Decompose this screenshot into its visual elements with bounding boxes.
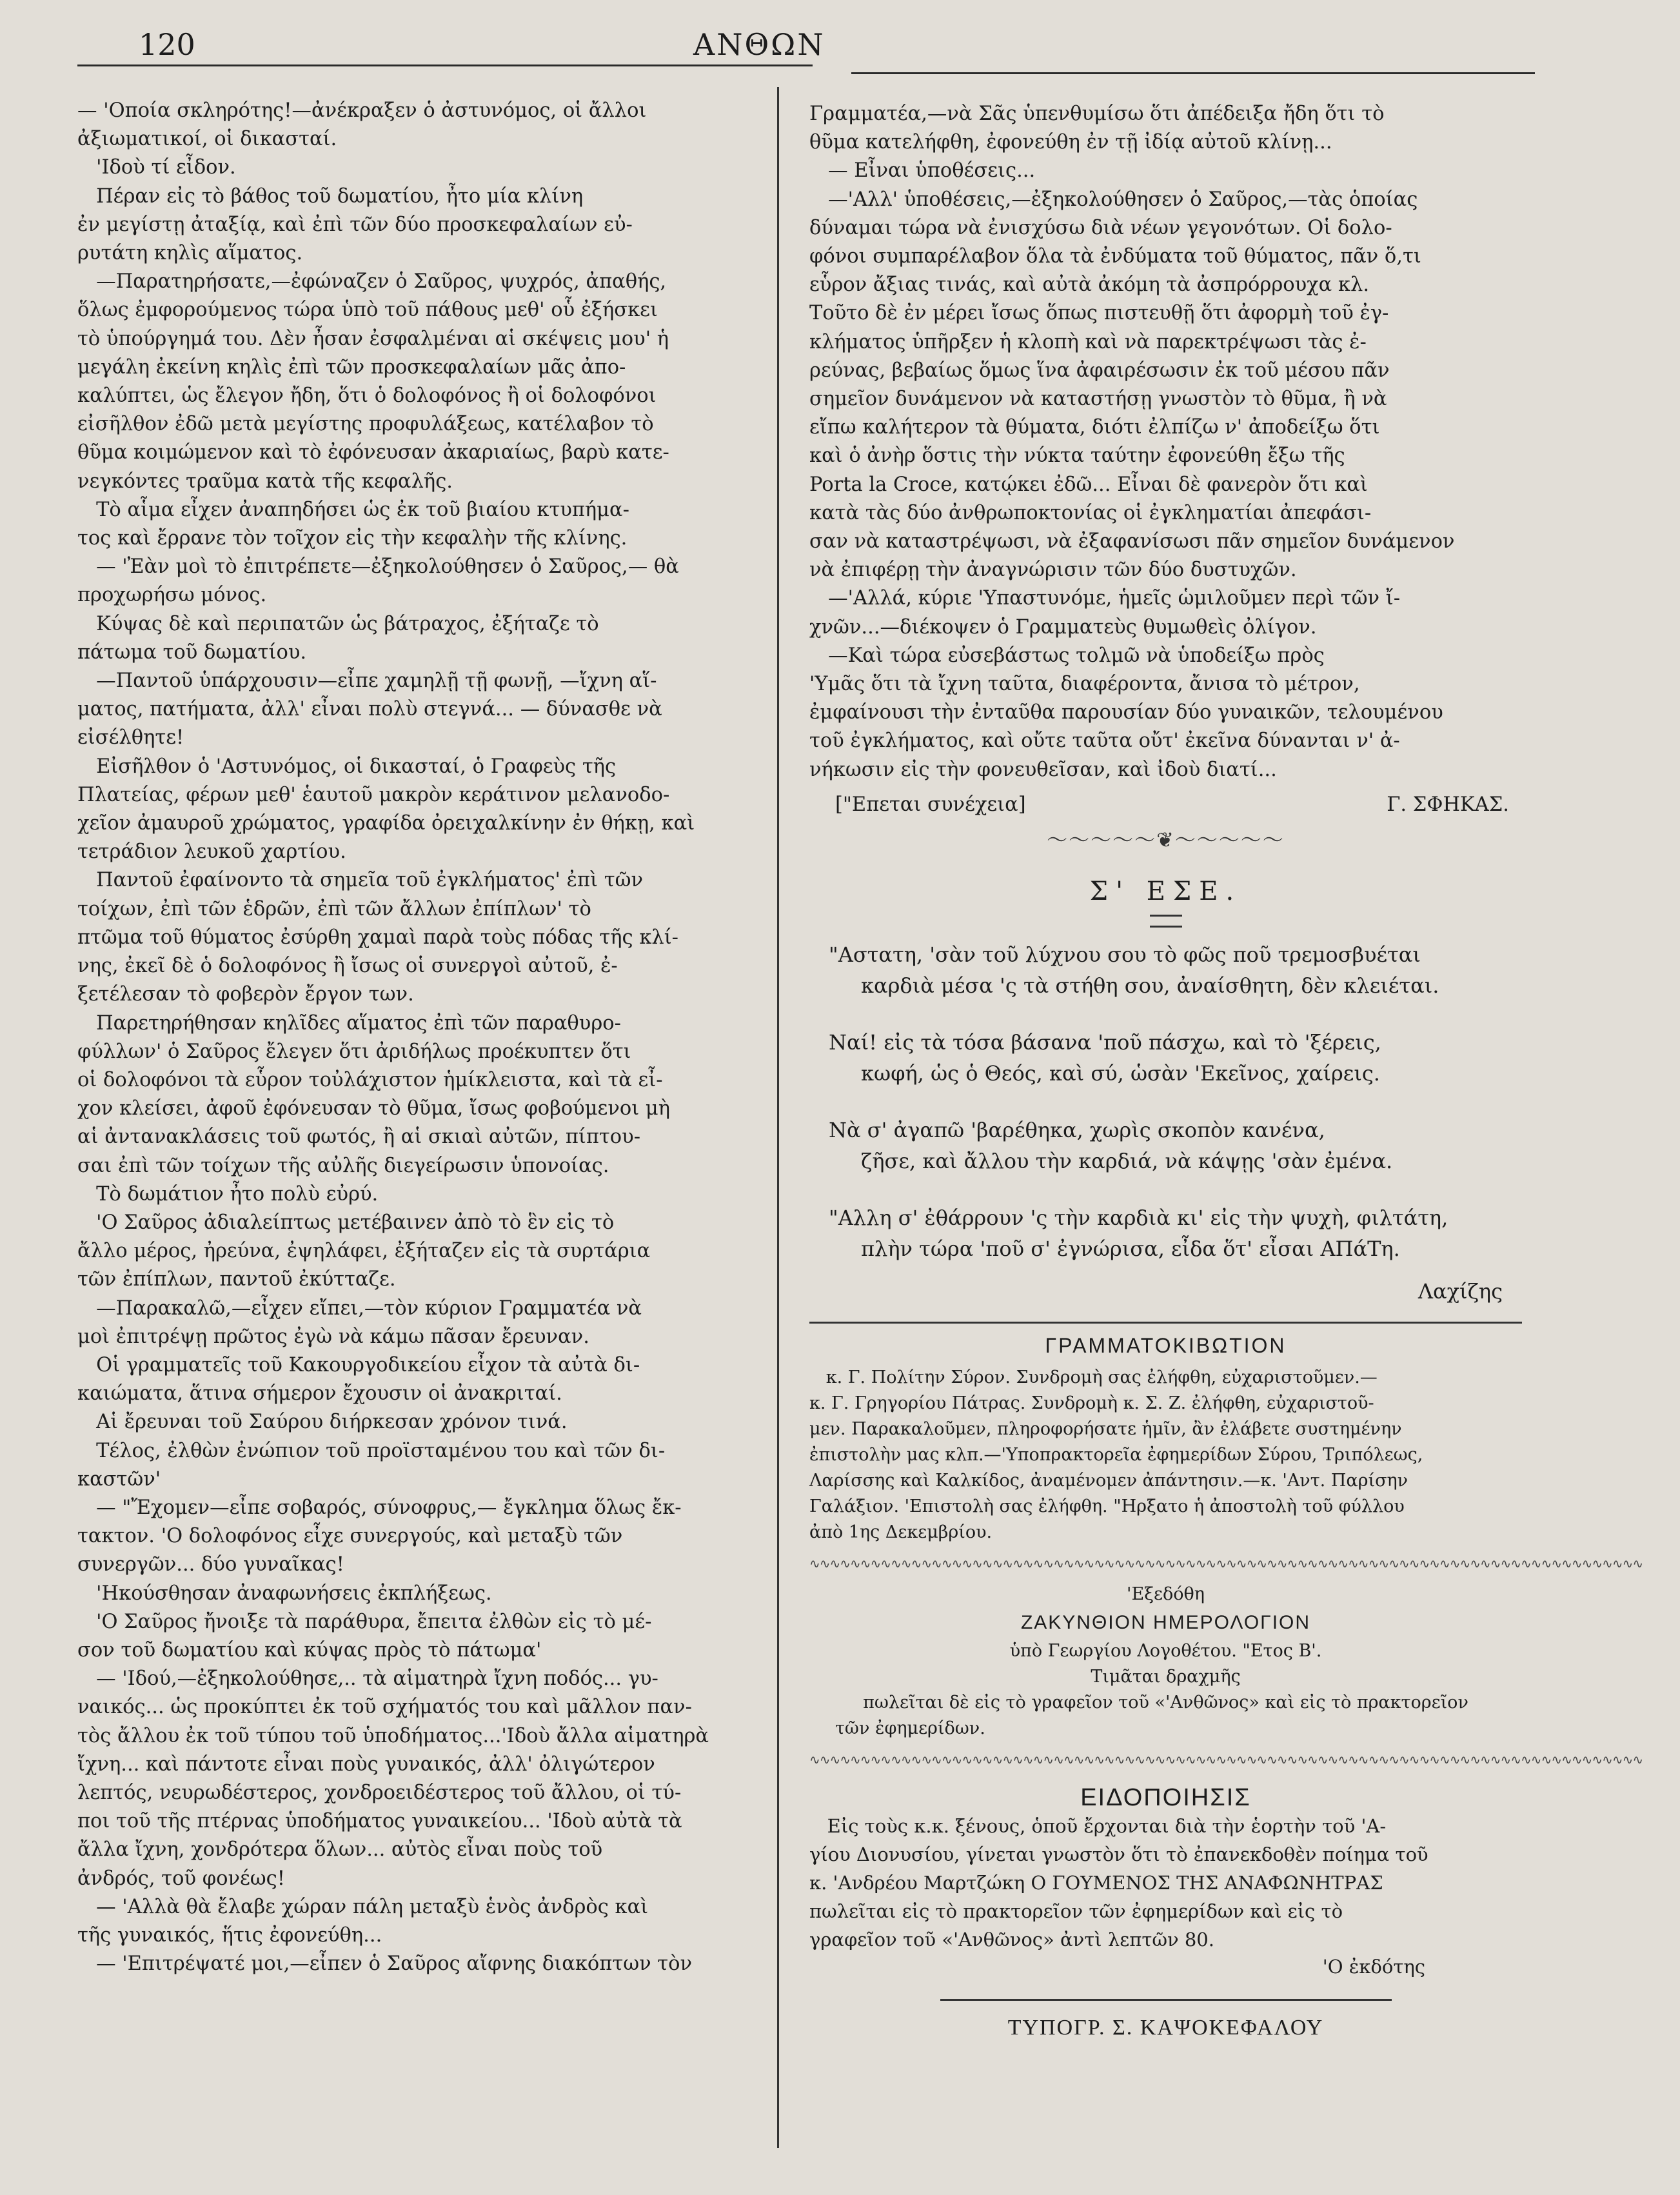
left-column xyxy=(77,97,758,1978)
section-rule xyxy=(809,1322,1522,1324)
notice-line: γίου Διονυσίου, γίνεται γνωστὸν ὅτι τὸ ἐπανεκδοθὲν ποίημα τοῦ xyxy=(809,1843,1428,1865)
text-line: Τέλος, ἐλθὼν ἐνώπιον τοῦ προϊσταμένου του καὶ τῶν δι- xyxy=(77,1439,666,1462)
text-line: τοίχων, ἐπὶ τῶν ἑδρῶν, ἐπὶ τῶν ἄλλων ἐπίπλων' τὸ xyxy=(77,897,591,920)
text-line: μοὶ ἐπιτρέψῃ πρῶτος ἐγὼ νὰ κάμω πᾶσαν ἔρευναν. xyxy=(77,1325,589,1348)
poem-line: καρδιὰ μέσα 'ς τὰ στήθη σου, ἀναίσθητη, δὲν κλειέται. xyxy=(861,973,1439,998)
text-line: νὰ ἐπιφέρῃ τὴν ἀναγνώρισιν τῶν δύο δυστυχῶν. xyxy=(809,559,1297,582)
text-line: λεπτός, νευρωδέστερος, χονδροειδέστερος τοῦ ἄλλου, οἱ τύ- xyxy=(77,1781,682,1804)
text-line: πτῶμα τοῦ θύματος ἐσύρθη χαμαὶ παρὰ τοὺς πόδας τῆς κλί- xyxy=(77,926,678,949)
text-line: προχωρήσω μόνος. xyxy=(77,584,267,607)
notice-line: Εἰς τοὺς κ.κ. ξένους, ὁποῦ ἔρχονται διὰ τὴν ἑορτὴν τοῦ 'Α- xyxy=(809,1814,1387,1837)
text-line: 'Ηκούσθησαν ἀναφωνήσεις ἐκπλήξεως. xyxy=(77,1582,492,1605)
poem-title-rule xyxy=(1150,915,1182,928)
text-line: τος καὶ ἔρρανε τὸν τοῖχον εἰς τὴν κεφαλὴν τῆς κλίνης. xyxy=(77,527,628,550)
text-line: Porta la Croce, κατῴκει ἐδῶ... Εἶναι δὲ φανερὸν ὅτι καὶ xyxy=(809,473,1368,496)
page-number: 120 xyxy=(139,27,195,62)
text-line: τὸ ὑπούργημά του. Δὲν ἦσαν ἐσφαλμέναι αἱ σκέψεις μου' ἡ xyxy=(77,327,669,350)
text-line: — 'Ιδού,—ἐξηκολούθησε,.. τὰ αἱματηρὰ ἴχνη ποδός... γυ- xyxy=(77,1667,658,1691)
poem-line: ζῆσε, καὶ ἄλλου τὴν καρδιά, νὰ κάψῃς 'σὰν ἐμένα. xyxy=(861,1149,1393,1174)
text-line: 'Ιδοὺ τί εἶδον. xyxy=(77,156,236,179)
text-line: σον τοῦ δωματίου καὶ κύψας πρὸς τὸ πάτωμα' xyxy=(77,1638,542,1662)
ornament-divider: 〜〜〜〜〜❦〜〜〜〜〜 xyxy=(1047,828,1285,853)
mailbox-line: κ. Γ. Γρηγορίου Πάτρας. Συνδρομὴ κ. Σ. Ζ. ἐλήφθη, εὐχαριστοῦ- xyxy=(809,1393,1374,1413)
mailbox-line: Γαλάξιον. 'Επιστολὴ σας ἐλήφθη. "Ηρξατο ἡ ἀποστολὴ τοῦ φύλλου xyxy=(809,1496,1405,1516)
text-line: εἰσέλθητε! xyxy=(77,726,184,750)
text-line: καστῶν' xyxy=(77,1467,161,1491)
text-line: εἴπω καλήτερον τὰ θύματα, διότι ἐλπίζω ν' ἀποδείξω ὅτι xyxy=(809,416,1380,439)
text-line: ξετέλεσαν τὸ φοβερὸν ἔργον των. xyxy=(77,983,414,1006)
text-line: τὸς ἄλλου ἐκ τοῦ τύπου τοῦ ὑποδήματος...'Ιδοὺ ἄλλα αἱματηρὰ xyxy=(77,1724,709,1747)
announcement-published: 'Εξεδόθη xyxy=(1127,1584,1205,1605)
poem-line: πλὴν τώρα 'ποῦ σ' ἐγνώρισα, εἶδα ὅτ' εἶσαι ΑΠάΤη. xyxy=(861,1237,1400,1262)
poem-line: "Αλλη σ' ἐθάρρουν 'ς τὴν καρδιὰ κι' εἰς τὴν ψυχὴ, φιλτάτη, xyxy=(829,1206,1448,1231)
text-line: —Παντοῦ ὑπάρχουσιν—εἶπε χαμηλῇ τῇ φωνῇ, —ἴχνη αἵ- xyxy=(77,670,657,693)
text-line: ἐν μεγίστῃ ἀταξίᾳ, καὶ ἐπὶ τῶν δύο προσκεφαλαίων εὐ- xyxy=(77,213,633,236)
mailbox-title: ΓΡΑΜΜΑΤΟΚΙΒΩΤΙΟΝ xyxy=(1045,1333,1287,1357)
text-line: ματος, πατήματα, ἀλλ' εἶναι πολὺ στεγνά... — δύνασθε νὰ xyxy=(77,698,662,721)
text-line: Παντοῦ ἐφαίνοντο τὰ σημεῖα τοῦ ἐγκλήματος' ἐπὶ τῶν xyxy=(77,869,643,892)
text-line: — 'Αλλὰ θὰ ἔλαβε χώραν πάλη μεταξὺ ἑνὸς ἀνδρὸς καὶ xyxy=(77,1895,649,1918)
notice-title: ΕΙΔΟΠΟΙΗΣΙΣ xyxy=(1080,1783,1251,1811)
wavy-divider: ∿∿∿∿∿∿∿∿∿∿∿∿∿∿∿∿∿∿∿∿∿∿∿∿∿∿∿∿∿∿∿∿∿∿∿∿∿∿∿∿∿∿∿∿∿∿∿∿∿∿∿∿∿∿∿∿∿∿∿∿∿∿∿∿∿∿∿∿∿∿∿∿∿∿∿∿∿∿∿∿∿∿ xyxy=(809,1555,1643,1571)
text-line: Παρετηρήθησαν κηλῖδες αἵματος ἐπὶ τῶν παραθυρο- xyxy=(77,1011,621,1035)
mailbox-line: ἀπὸ 1ης Δεκεμβρίου. xyxy=(809,1522,993,1542)
announcement-price: Τιμᾶται δραχμῆς xyxy=(1091,1667,1241,1687)
text-line: νήκωσιν εἰς τὴν φονευθεῖσαν, καὶ ἰδοὺ διατί... xyxy=(809,758,1277,781)
text-line: οἱ δολοφόνοι τὰ εὗρον τοὐλάχιστον ἡμίκλειστα, καὶ τὰ εἶ- xyxy=(77,1068,663,1091)
continued-note: ["Επεται συνέχεια] xyxy=(835,793,1026,816)
text-line: ρεύνας, βεβαίως ὅμως ἵνα ἀφαιρέσωσιν ἐκ τοῦ μέσου πᾶν xyxy=(809,359,1390,382)
announcement-title: ΖΑΚΥΝΘΙΟΝ ΗΜΕΡΟΛΟΓΙΟΝ xyxy=(1020,1612,1311,1634)
text-line: φόνοι συμπαρέλαβον ὅλα τὰ ἐνδύματα τοῦ θύματος, πᾶν ὅ,τι xyxy=(809,245,1421,268)
mailbox-notices xyxy=(809,1365,1522,1545)
poem-title: Σ' ΕΣΕ. xyxy=(1089,877,1242,907)
text-line: — "Ἔχομεν—εἶπε σοβαρός, σύνοφρυς,— ἔγκλημα ὅλως ἔκ- xyxy=(77,1496,682,1519)
poem-stanza xyxy=(829,1115,1522,1177)
text-line: τοῦ ἐγκλήματος, καὶ οὔτε ταῦτα οὔτ' ἐκεῖνα δύνανται ν' ἀ- xyxy=(809,730,1400,753)
text-line: 'Ο Σαῦρος ἀδιαλείπτως μετέβαινεν ἀπὸ τὸ ἓν εἰς τὸ xyxy=(77,1211,615,1234)
text-line: ἄλλο μέρος, ἠρεύνα, ἐψηλάφει, ἐξήταζεν εἰς τὰ συρτάρια xyxy=(77,1240,651,1263)
poem-line: κωφή, ὡς ὁ Θεός, καὶ σύ, ὡσὰν 'Εκεῖνος, χαίρεις. xyxy=(861,1061,1380,1086)
announcement-sale: πωλεῖται δὲ εἰς τὸ γραφεῖον τοῦ «'Ανθῶνος» καὶ εἰς τὸ πρακτορεῖον xyxy=(863,1693,1468,1713)
text-line: Τὸ δωμάτιον ἦτο πολὺ εὐρύ. xyxy=(77,1182,379,1206)
printer-credit: ΤΥΠΟΓΡ. Σ. ΚΑΨΟΚΕΦΑΛΟΥ xyxy=(1007,2015,1324,2040)
continuation-line xyxy=(809,791,1522,819)
notice-line: κ. 'Ανδρέου Μαρτζώκη Ο ΓΟΥΜΕΝΟΣ ΤΗΣ ΑΝΑΦΩΝΗΤΡΑΣ xyxy=(809,1871,1383,1894)
text-line: αἱ ἀντανακλάσεις τοῦ φωτός, ἢ αἱ σκιαὶ αὐτῶν, πίπτου- xyxy=(77,1126,641,1149)
mailbox-line: μεν. Παρακαλοῦμεν, πληροφορήσατε ἡμῖν, ἂν ἐλάβετε συστημένην xyxy=(809,1418,1402,1439)
poem-line: Ναί! εἰς τὰ τόσα βάσανα 'ποῦ πάσχω, καὶ τὸ 'ξέρεις, xyxy=(829,1030,1381,1055)
text-line: — 'Ἐὰν μοὶ τὸ ἐπιτρέπετε—ἐξηκολούθησεν ὁ Σαῦρος,— θὰ xyxy=(77,555,679,579)
notice-signature: 'Ο ἐκδότης xyxy=(1322,1955,1425,1978)
text-line: ναικός... ὡς προκύπτει ἐκ τοῦ σχήματός του καὶ μᾶλλον παν- xyxy=(77,1696,692,1719)
text-line: τῶν ἐπίπλων, παντοῦ ἐκύτταζε. xyxy=(77,1268,396,1291)
text-line: χνῶν...—διέκοψεν ὁ Γραμματεὺς θυμωθεὶς ὀλίγον. xyxy=(809,615,1317,639)
text-line: —'Αλλ' ὑποθέσεις,—ἐξηκολούθησεν ὁ Σαῦρος,—τὰς ὁποίας xyxy=(809,188,1418,211)
text-line: ποι τοῦ τῆς πτέρνας ὑποδήματος γυναικείου... 'Ιδοὺ αὐτὰ τὰ xyxy=(77,1810,682,1833)
text-line: σαν νὰ καταστρέψωσι, νὰ ἐξαφανίσωσι πᾶν σημεῖον δυνάμενον xyxy=(809,530,1455,553)
header-rule-right xyxy=(851,72,1535,74)
poem-line: "Αστατη, 'σὰν τοῦ λύχνου σου τὸ φῶς ποῦ τρεμοσβυέται xyxy=(829,942,1421,968)
mailbox-line: κ. Γ. Πολίτην Σύρον. Συνδρομὴ σας ἐλήφθη, εὐχαριστοῦμεν.— xyxy=(809,1367,1378,1387)
text-line: ὅλως ἐμφορούμενος τώρα ὑπὸ τοῦ πάθους μεθ' οὗ ἐξήσκει xyxy=(77,299,658,322)
poem-author: Λαχίζης xyxy=(1418,1279,1503,1304)
text-line: ἴχνη... καὶ πάντοτε εἶναι ποὺς γυναικός, ἀλλ' ὀλιγώτερον xyxy=(77,1753,655,1776)
text-line: καὶ ὁ ἀνὴρ ὅστις τὴν νύκτα ταύτην ἐφονεύθη ἔξω τῆς xyxy=(809,444,1345,468)
text-line: — 'Επιτρέψατέ μοι,—εἶπεν ὁ Σαῦρος αἴφνης διακόπτων τὸν xyxy=(77,1952,693,1976)
text-line: εἰσῆλθον ἐδῶ μετὰ μεγίστης προφυλάξεως, κατέλαβον τὸ xyxy=(77,413,654,436)
text-line: —'Αλλά, κύριε 'Υπαστυνόμε, ἡμεῖς ὡμιλοῦμεν περὶ τῶν ἴ- xyxy=(809,587,1400,610)
header-rule xyxy=(77,65,813,66)
text-line: θῦμα κατελήφθη, ἐφονεύθη ἐν τῇ ἰδίᾳ αὐτοῦ κλίνῃ... xyxy=(809,131,1332,154)
text-line: — 'Οποία σκληρότης!—ἀνέκραξεν ὁ ἀστυνόμος, οἱ ἄλλοι xyxy=(77,99,647,122)
text-line: 'Ο Σαῦρος ἤνοιξε τὰ παράθυρα, ἔπειτα ἐλθὼν εἰς τὸ μέ- xyxy=(77,1610,652,1633)
text-line: Πλατείας, φέρων μεθ' ἑαυτοῦ μακρὸν κεράτινον μελανοδο- xyxy=(77,783,670,806)
text-line: εὗρον ἄξιας τινάς, καὶ αὐτὰ ἀκόμη τὰ ἀσπρόρρουχα κλ. xyxy=(809,273,1370,297)
text-line: χεῖον ἀμαυροῦ χρώματος, γραφίδα ὀρειχαλκίνην ἐν θήκῃ, καὶ xyxy=(77,812,695,835)
text-line: νης, ἐκεῖ δὲ ὁ δολοφόνος ἢ ἴσως οἱ συνεργοὶ αὐτοῦ, ἐ- xyxy=(77,955,618,978)
text-line: δύναμαι τώρα νὰ ἐνισχύσω διὰ νέων γεγονότων. Οἱ δολο- xyxy=(809,216,1392,239)
notice-body xyxy=(809,1812,1522,1954)
text-line: πάτωμα τοῦ δωματίου. xyxy=(77,641,307,664)
column-divider xyxy=(777,87,779,2148)
text-line: Εἰσῆλθον ὁ 'Αστυνόμος, οἱ δικασταί, ὁ Γραφεὺς τῆς xyxy=(77,755,617,778)
text-line: Οἱ γραμματεῖς τοῦ Κακουργοδικείου εἶχον τὰ αὐτὰ δι- xyxy=(77,1353,640,1376)
text-line: ἄλλα ἴχνη, χονδρότερα ὅλων... αὐτὸς εἶναι ποὺς τοῦ xyxy=(77,1838,603,1862)
text-line: ἀνδρός, τοῦ φονέως! xyxy=(77,1867,286,1890)
text-line: Πέραν εἰς τὸ βάθος τοῦ δωματίου, ἦτο μία κλίνη xyxy=(77,184,584,208)
text-line: νεγκόντες τραῦμα κατὰ τῆς κεφαλῆς. xyxy=(77,470,453,493)
poem-line: Νὰ σ' ἀγαπῶ 'βαρέθηκα, χωρὶς σκοπὸν κανένα, xyxy=(829,1118,1325,1143)
text-line: συνεργῶν... δύο γυναῖκας! xyxy=(77,1553,344,1576)
text-line: χον κλείσει, ἀφοῦ ἐφόνευσαν τὸ θῦμα, ἴσως φοβούμενοι μὴ xyxy=(77,1097,670,1120)
printer-rule xyxy=(940,1999,1392,2001)
text-line: —Παρατηρήσατε,—ἐφώναζεν ὁ Σαῦρος, ψυχρός, ἀπαθής, xyxy=(77,270,667,293)
text-line: καλύπτει, ὡς ἔλεγον ἤδη, ὅτι ὁ δολοφόνος ἢ οἱ δολοφόνοι xyxy=(77,384,657,408)
poem-stanza xyxy=(829,939,1522,1001)
poem-stanza xyxy=(829,1027,1522,1089)
story-author: Γ. ΣΦΗΚΑΣ. xyxy=(1387,793,1509,816)
notice-line: γραφεῖον τοῦ «'Ανθῶνος» ἀντὶ λεπτῶν 80. xyxy=(809,1928,1214,1951)
text-line: Τὸ αἷμα εἶχεν ἀναπηδήσει ὡς ἐκ τοῦ βιαίου κτυπήμα- xyxy=(77,498,629,521)
text-line: —Παρακαλῶ,—εἶχεν εἴπει,—τὸν κύριον Γραμματέα νὰ xyxy=(77,1296,642,1320)
text-line: μεγάλη ἐκείνη κηλὶς ἐπὶ τῶν προσκεφαλαίων μᾶς ἀπο- xyxy=(77,355,626,379)
running-title: ΑΝΘΩΝ xyxy=(693,27,825,62)
text-line: —Καὶ τώρα εὐσεβάστως τολμῶ νὰ ὑποδείξω πρὸς xyxy=(809,644,1325,667)
poem-stanza xyxy=(829,1202,1522,1264)
announcement-sale-end: τῶν ἐφημερίδων. xyxy=(835,1718,985,1739)
text-line: Γραμματέα,—νὰ Σᾶς ὑπενθυμίσω ὅτι ἀπέδειξα ἤδη ὅτι τὸ xyxy=(809,103,1385,125)
right-column xyxy=(809,100,1643,2042)
text-line: ἐμφαίνουσι τὴν ἐνταῦθα παρουσίαν δύο γυναικῶν, τελουμένου xyxy=(809,701,1443,724)
text-line: — Εἶναι ὑποθέσεις... xyxy=(809,159,1036,183)
text-line: ρυτάτη κηλὶς αἵματος. xyxy=(77,242,303,265)
text-line: τῆς γυναικός, ἥτις ἐφονεύθη... xyxy=(77,1924,382,1947)
text-line: Τοῦτο δὲ ἐν μέρει ἴσως ὅπως πιστευθῇ ὅτι ἀφορμὴ τοῦ ἐγ- xyxy=(809,302,1389,325)
text-line: θῦμα κοιμώμενον καὶ τὸ ἐφόνευσαν ἀκαριαίως, βαρὺ κατε- xyxy=(77,441,669,464)
text-line: τακτον. 'Ο δολοφόνος εἶχε συνεργούς, καὶ μεταξὺ τῶν xyxy=(77,1525,623,1548)
text-line: φύλλων' ὁ Σαῦρος ἔλεγεν ὅτι ἀριδήλως προέκυπτεν ὅτι xyxy=(77,1040,631,1063)
story-continuation xyxy=(809,100,1522,784)
text-line: κατὰ τὰς δύο ἀνθρωποκτονίας οἱ ἐγκληματίαι ἀπεφάσι- xyxy=(809,501,1372,524)
wavy-divider-2: ∿∿∿∿∿∿∿∿∿∿∿∿∿∿∿∿∿∿∿∿∿∿∿∿∿∿∿∿∿∿∿∿∿∿∿∿∿∿∿∿∿∿∿∿∿∿∿∿∿∿∿∿∿∿∿∿∿∿∿∿∿∿∿∿∿∿∿∿∿∿∿∿∿∿∿∿∿∿∿∿∿∿ xyxy=(809,1752,1643,1768)
poem-body xyxy=(829,939,1522,1264)
text-line: σημεῖον δυνάμενον νὰ καταστήσῃ γνωστὸν τὸ θῦμα, ἢ νὰ xyxy=(809,388,1387,411)
text-line: σαι ἐπὶ τῶν τοίχων τῆς αὐλῆς διεγείρωσιν ὑπονοίας. xyxy=(77,1154,609,1177)
text-line: Κύψας δὲ καὶ περιπατῶν ὡς βάτραχος, ἐξήταζε τὸ xyxy=(77,612,599,635)
text-line: καιώματα, ἅτινα σήμερον ἔχουσιν οἱ ἀνακριταί. xyxy=(77,1382,562,1405)
text-line: κλήματος ὑπῆρξεν ἡ κλοπὴ καὶ νὰ παρεκτρέψωσι τὰς ἐ- xyxy=(809,330,1367,353)
announcement-author: ὑπὸ Γεωργίου Λογοθέτου. "Ετος Β'. xyxy=(1009,1641,1322,1662)
text-line: Αἱ ἔρευναι τοῦ Σαύρου διήρκεσαν χρόνον τινά. xyxy=(77,1411,568,1434)
mailbox-line: ἐπιστολὴν μας κλπ.—'Υποπρακτορεῖα ἐφημερίδων Σύρου, Τριπόλεως, xyxy=(809,1444,1423,1465)
mailbox-line: Λαρίσσης καὶ Καλκίδος, ἀναμένομεν ἀπάντησιν.—κ. 'Αντ. Παρίσην xyxy=(809,1470,1408,1491)
text-line: τετράδιον λευκοῦ χαρτίου. xyxy=(77,840,346,864)
text-line: 'Υμᾶς ὅτι τὰ ἴχνη ταῦτα, διαφέροντα, ἄνισα τὸ μέτρον, xyxy=(809,673,1360,696)
text-line: ἀξιωματικοί, οἱ δικασταί. xyxy=(77,128,337,151)
notice-line: πωλεῖται εἰς τὸ πρακτορεῖον τῶν ἐφημερίδων καὶ εἰς τὸ xyxy=(809,1900,1343,1922)
